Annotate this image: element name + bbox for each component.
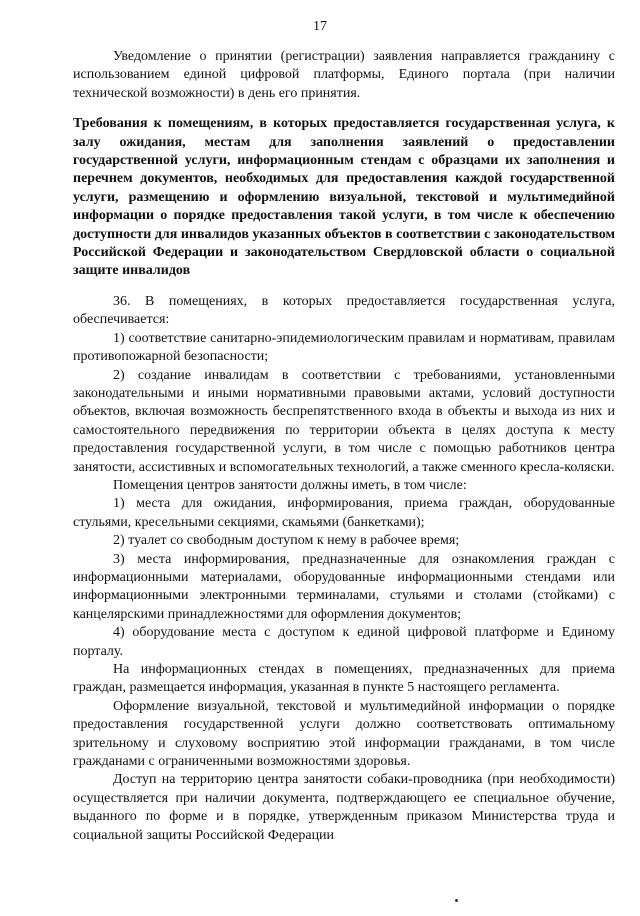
paragraph-accessibility: 2) создание инвалидам в соответствии с требованиями, установленными законодательными и иными нормативными правовыми актами, условий доступности объектов, включая возможность беспрепятственного входа в объекты и выхода из них и самостоятельного передвижения по территории объекта в целях доступа к месту предоставления государственной услуги, в том числе с помощью работников центра занятости, ассистивных и вспомогательных технологий, а также сменного кресла-коляски. [73, 367, 615, 475]
paragraph-toilet: 2) туалет со свободным доступом к нему в рабочее время; [113, 533, 460, 549]
page-number: 17 [313, 19, 327, 34]
intro-paragraph: Уведомление о принятии (регистрации) заявления направляется гражданину с использованием единой цифровой платформы, Единого портала (при наличии технической возможности) в день его принятия. [73, 49, 615, 101]
paragraph-guide-dog: Доступ на территорию центра занятости собаки-проводника (при необходимости) осуществляется при наличии документа, подтверждающего ее специальное обучение, выданного по форме и в порядке, утвержденным приказом Министерства труда и социальной защиты Российской Федерации [73, 772, 615, 843]
spacer [73, 103, 615, 115]
paragraph-waiting-places: 1) места для ожидания, информирования, приема граждан, оборудованные стульями, кресельными секциями, скамьями (банкетками); [73, 496, 615, 530]
document-body [73, 48, 615, 845]
paragraph-item-36: 36. В помещениях, в которых предоставляется государственная услуга, обеспечивается: [73, 293, 615, 328]
paragraph-sanitary: 1) соответствие санитарно-эпидемиологическим правилам и нормативам, правилам противопожарной безопасности; [73, 330, 615, 365]
section-heading: Требования к помещениям, в которых предоставляется государственная услуга, к залу ожидания, местам для заполнения заявлений о предоставлении государственной услуги, информационным стендам с образцами их заполнения и перечнем документов, необходимых для предоставления каждой государственной услуги, размещению и оформлению визуальной, текстовой и мультимедийной информации о порядке предоставления такой услуги, в том числе к обеспечению доступности для инвалидов указанных объектов в соответствии с законодательством Российской Федерации и законодательством Свердловской области о социальной защите инвалидов [73, 116, 615, 279]
paragraph-visual-info: Оформление визуальной, текстовой и мультимедийной информации о порядке предоставления государственной услуги должно соответствовать оптимальному зрительному и слуховому восприятию этой информации гражданами, в том числе гражданами с ограниченными возможностями здоровья. [73, 698, 615, 770]
paragraph-platform-access: 4) оборудование места с доступом к единой цифровой платформе и Единому порталу. [73, 625, 615, 659]
paragraph-information-places: 3) места информирования, предназначенные для ознакомления граждан с информационными материалами, оборудованные информационными стендами или информационными электронными терминалами, стульями и столами (стойками) с канцелярскими принадлежностями для оформления документов; [73, 551, 615, 622]
spacer [73, 281, 615, 293]
scan-speck [455, 899, 458, 902]
paragraph-premises-requirements: Помещения центров занятости должны иметь, в том числе: [113, 477, 467, 493]
paragraph-info-stands: На информационных стендах в помещениях, предназначенных для приема граждан, размещается информация, указанная в пункте 5 настоящего регламента. [73, 662, 615, 696]
